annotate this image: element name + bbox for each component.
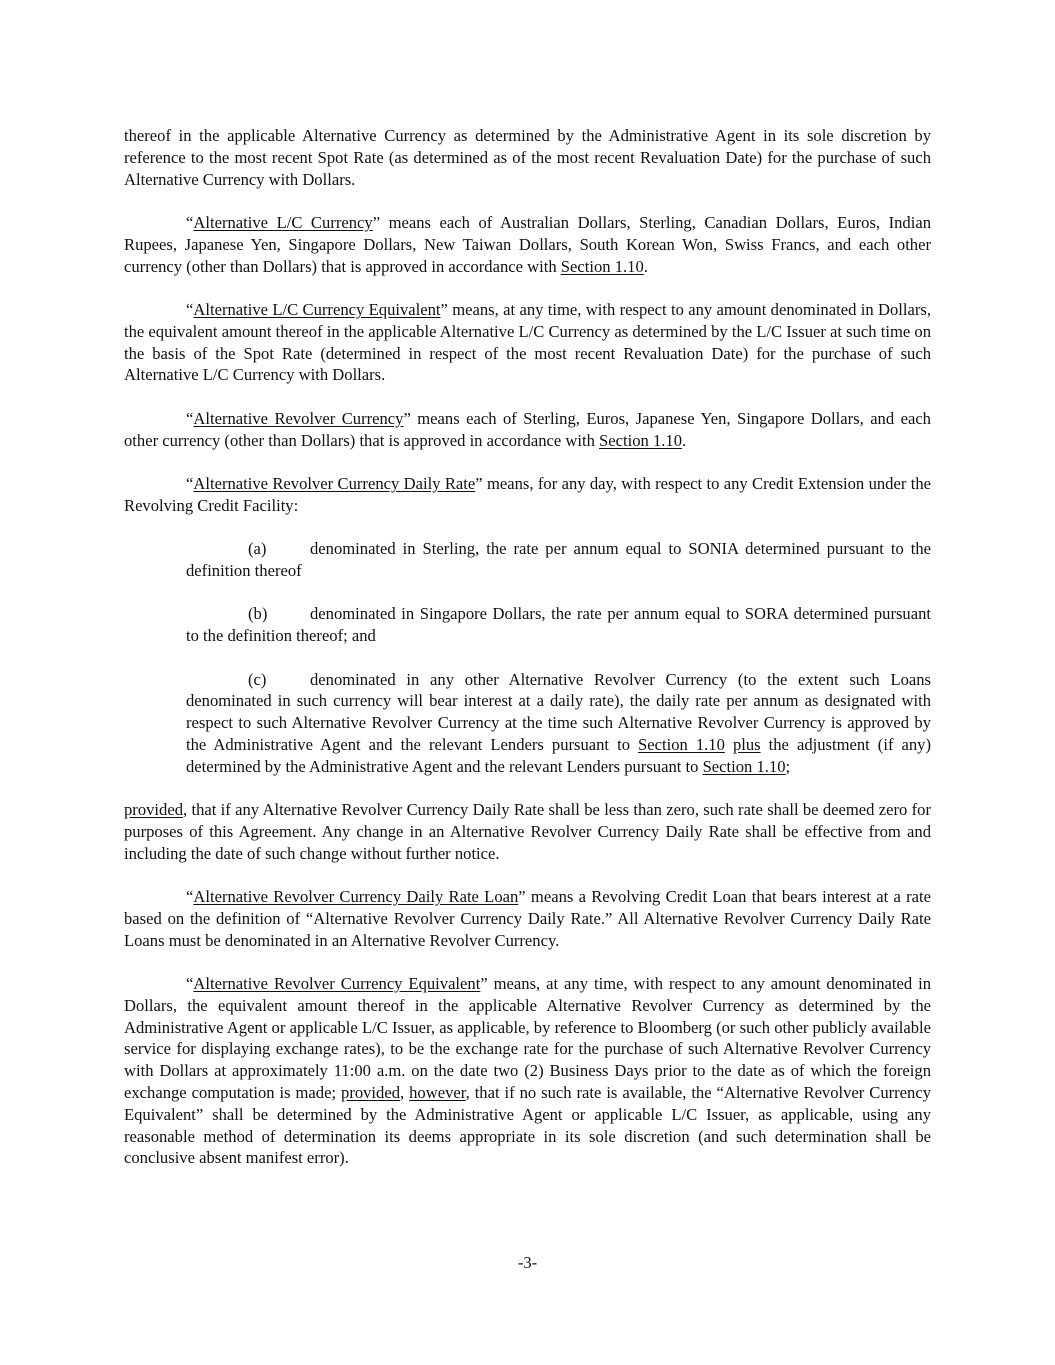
clause-text: denominated in Sterling, the rate per annum equal to SONIA determined pursuant to the definition thereof <box>186 539 931 580</box>
clause-text-continued: the adjustment (if any) determined by the Administrative Agent and the relevant Lenders pursuant to <box>186 734 931 776</box>
clause-text: denominated in Singapore Dollars, the rate per annum equal to SORA determined pursuant to the definition thereof; and <box>186 604 931 646</box>
document-page <box>124 125 931 1191</box>
defined-term: Alternative Revolver Currency Equivalent <box>193 974 481 994</box>
section-reference: Section 1.10 <box>638 734 725 754</box>
provided-term: provided <box>124 800 183 820</box>
proviso-text: , that if any Alternative Revolver Currency Daily Rate shall be less than zero, such rate shall be deemed zero for purposes of this Agreement. Any change in an Alternative Revolver Currency Daily Rate shall be effective from and including the date of such change without further notice. <box>124 800 931 863</box>
definition-alternative-revolver-currency-equivalent <box>124 973 931 1169</box>
proviso-paragraph <box>124 799 931 864</box>
clause-c <box>186 669 931 778</box>
paragraph-text: thereof in the applicable Alternative Currency as determined by the Administrative Agent in its sole discretion by reference to the most recent Spot Rate (as determined as of the most recent Revaluation Date) for the purchase of such Alternative Currency with Dollars. <box>124 126 931 189</box>
clause-a <box>186 538 931 582</box>
open-quote: “ <box>186 299 194 319</box>
clause-label: (c) <box>248 669 267 689</box>
definition-text: ” means each of Australian Dollars, Sterling, Canadian Dollars, Euros, Indian Rupees, Japanese Yen, Singapore Dollars, New Taiwan Dollars, South Korean Won, Swiss Francs, and each other currency (other than Dollars) that is approved in accordance with <box>124 212 931 276</box>
section-reference: Section 1.10 <box>560 256 644 276</box>
definition-text: ” means each of Sterling, Euros, Japanese Yen, Singapore Dollars, and each other currency (other than Dollars) that is approved in accordance with <box>124 408 931 450</box>
page-number: -3- <box>517 1253 538 1272</box>
definition-alternative-lc-currency-equivalent <box>124 299 931 386</box>
definition-alternative-revolver-currency <box>124 408 931 452</box>
defined-term: Alternative Revolver Currency Daily Rate <box>193 473 476 493</box>
clause-label: (b) <box>248 604 268 624</box>
open-quote: “ <box>186 408 194 428</box>
space <box>725 735 733 754</box>
definition-text-continued: , that if no such rate is available, the “Alternative Revolver Currency Equivalent” shall be determined by the Administrative Agent or applicable L/C Issuer, as applicable, using any reasonable method of determination its deems appropriate in its sole discretion (and such determination shall be conclusive absent manifest error). <box>124 1083 932 1168</box>
definition-text: ” means, at any time, with respect to any amount denominated in Dollars, the equivalent amount thereof in the applicable Alternative Revolver Currency as determined by the Administrative Agent or applicable L/C Issuer, as applicable, by reference to Bloomberg (or such other publicly available service for displaying exchange rates), to be the exchange rate for the purchase of such Alternative Revolver Currency with Dollars at approximately 11:00 a.m. on the date two (2) Business Days prior to the date as of which the foreign exchange computation is made; <box>124 974 931 1103</box>
clause-label: (a) <box>248 539 267 559</box>
open-quote: “ <box>186 473 194 493</box>
definition-text: ” means a Revolving Credit Loan that bears interest at a rate based on the definition of “Alternative Revolver Currency Daily Rate.” All Alternative Revolver Currency Daily Rate Loans must be denominated in an Alternative Revolver Currency. <box>124 887 932 950</box>
defined-term: Alternative Revolver Currency Daily Rate Loan <box>193 887 519 907</box>
period: . <box>643 256 648 276</box>
plus-term: plus <box>732 734 761 754</box>
defined-term: Alternative L/C Currency Equivalent <box>193 299 441 319</box>
clause-text: denominated in any other Alternative Revolver Currency (to the extent such Loans denominated in such currency will bear interest at a daily rate), the daily rate per annum as designated with respect to such Alternative Revolver Currency at the time such Alternative Revolver Currency is approved by the Administrative Agent and the relevant Lenders pursuant to <box>186 669 931 754</box>
open-quote: “ <box>186 887 194 907</box>
definition-alternative-revolver-currency-daily-rate <box>124 473 931 517</box>
defined-term: Alternative L/C Currency <box>193 212 373 232</box>
definition-text: ” means, at any time, with respect to any amount denominated in Dollars, the equivalent amount thereof in the applicable Alternative L/C Currency as determined by the L/C Issuer at such time on the basis of the Spot Rate (determined in respect of the most recent Revaluation Date) for the purchase of such Alternative L/C Currency with Dollars. <box>124 299 931 385</box>
definition-alternative-lc-currency <box>124 212 931 277</box>
clause-b <box>186 603 931 647</box>
paragraph-continuation <box>124 125 931 190</box>
period: . <box>682 430 687 450</box>
definition-text: ” means, for any day, with respect to any Credit Extension under the Revolving Credit Facility: <box>124 473 931 515</box>
defined-term: Alternative Revolver Currency <box>193 408 404 428</box>
section-reference: Section 1.10 <box>702 756 786 776</box>
open-quote: “ <box>186 212 194 232</box>
provided-term: provided <box>341 1083 401 1103</box>
semicolon: ; <box>785 756 791 776</box>
open-quote: “ <box>186 974 194 994</box>
definition-alternative-revolver-currency-daily-rate-loan <box>124 886 931 951</box>
however-term: however <box>409 1083 466 1103</box>
section-reference: Section 1.10 <box>599 430 683 450</box>
comma: , <box>400 1083 410 1103</box>
